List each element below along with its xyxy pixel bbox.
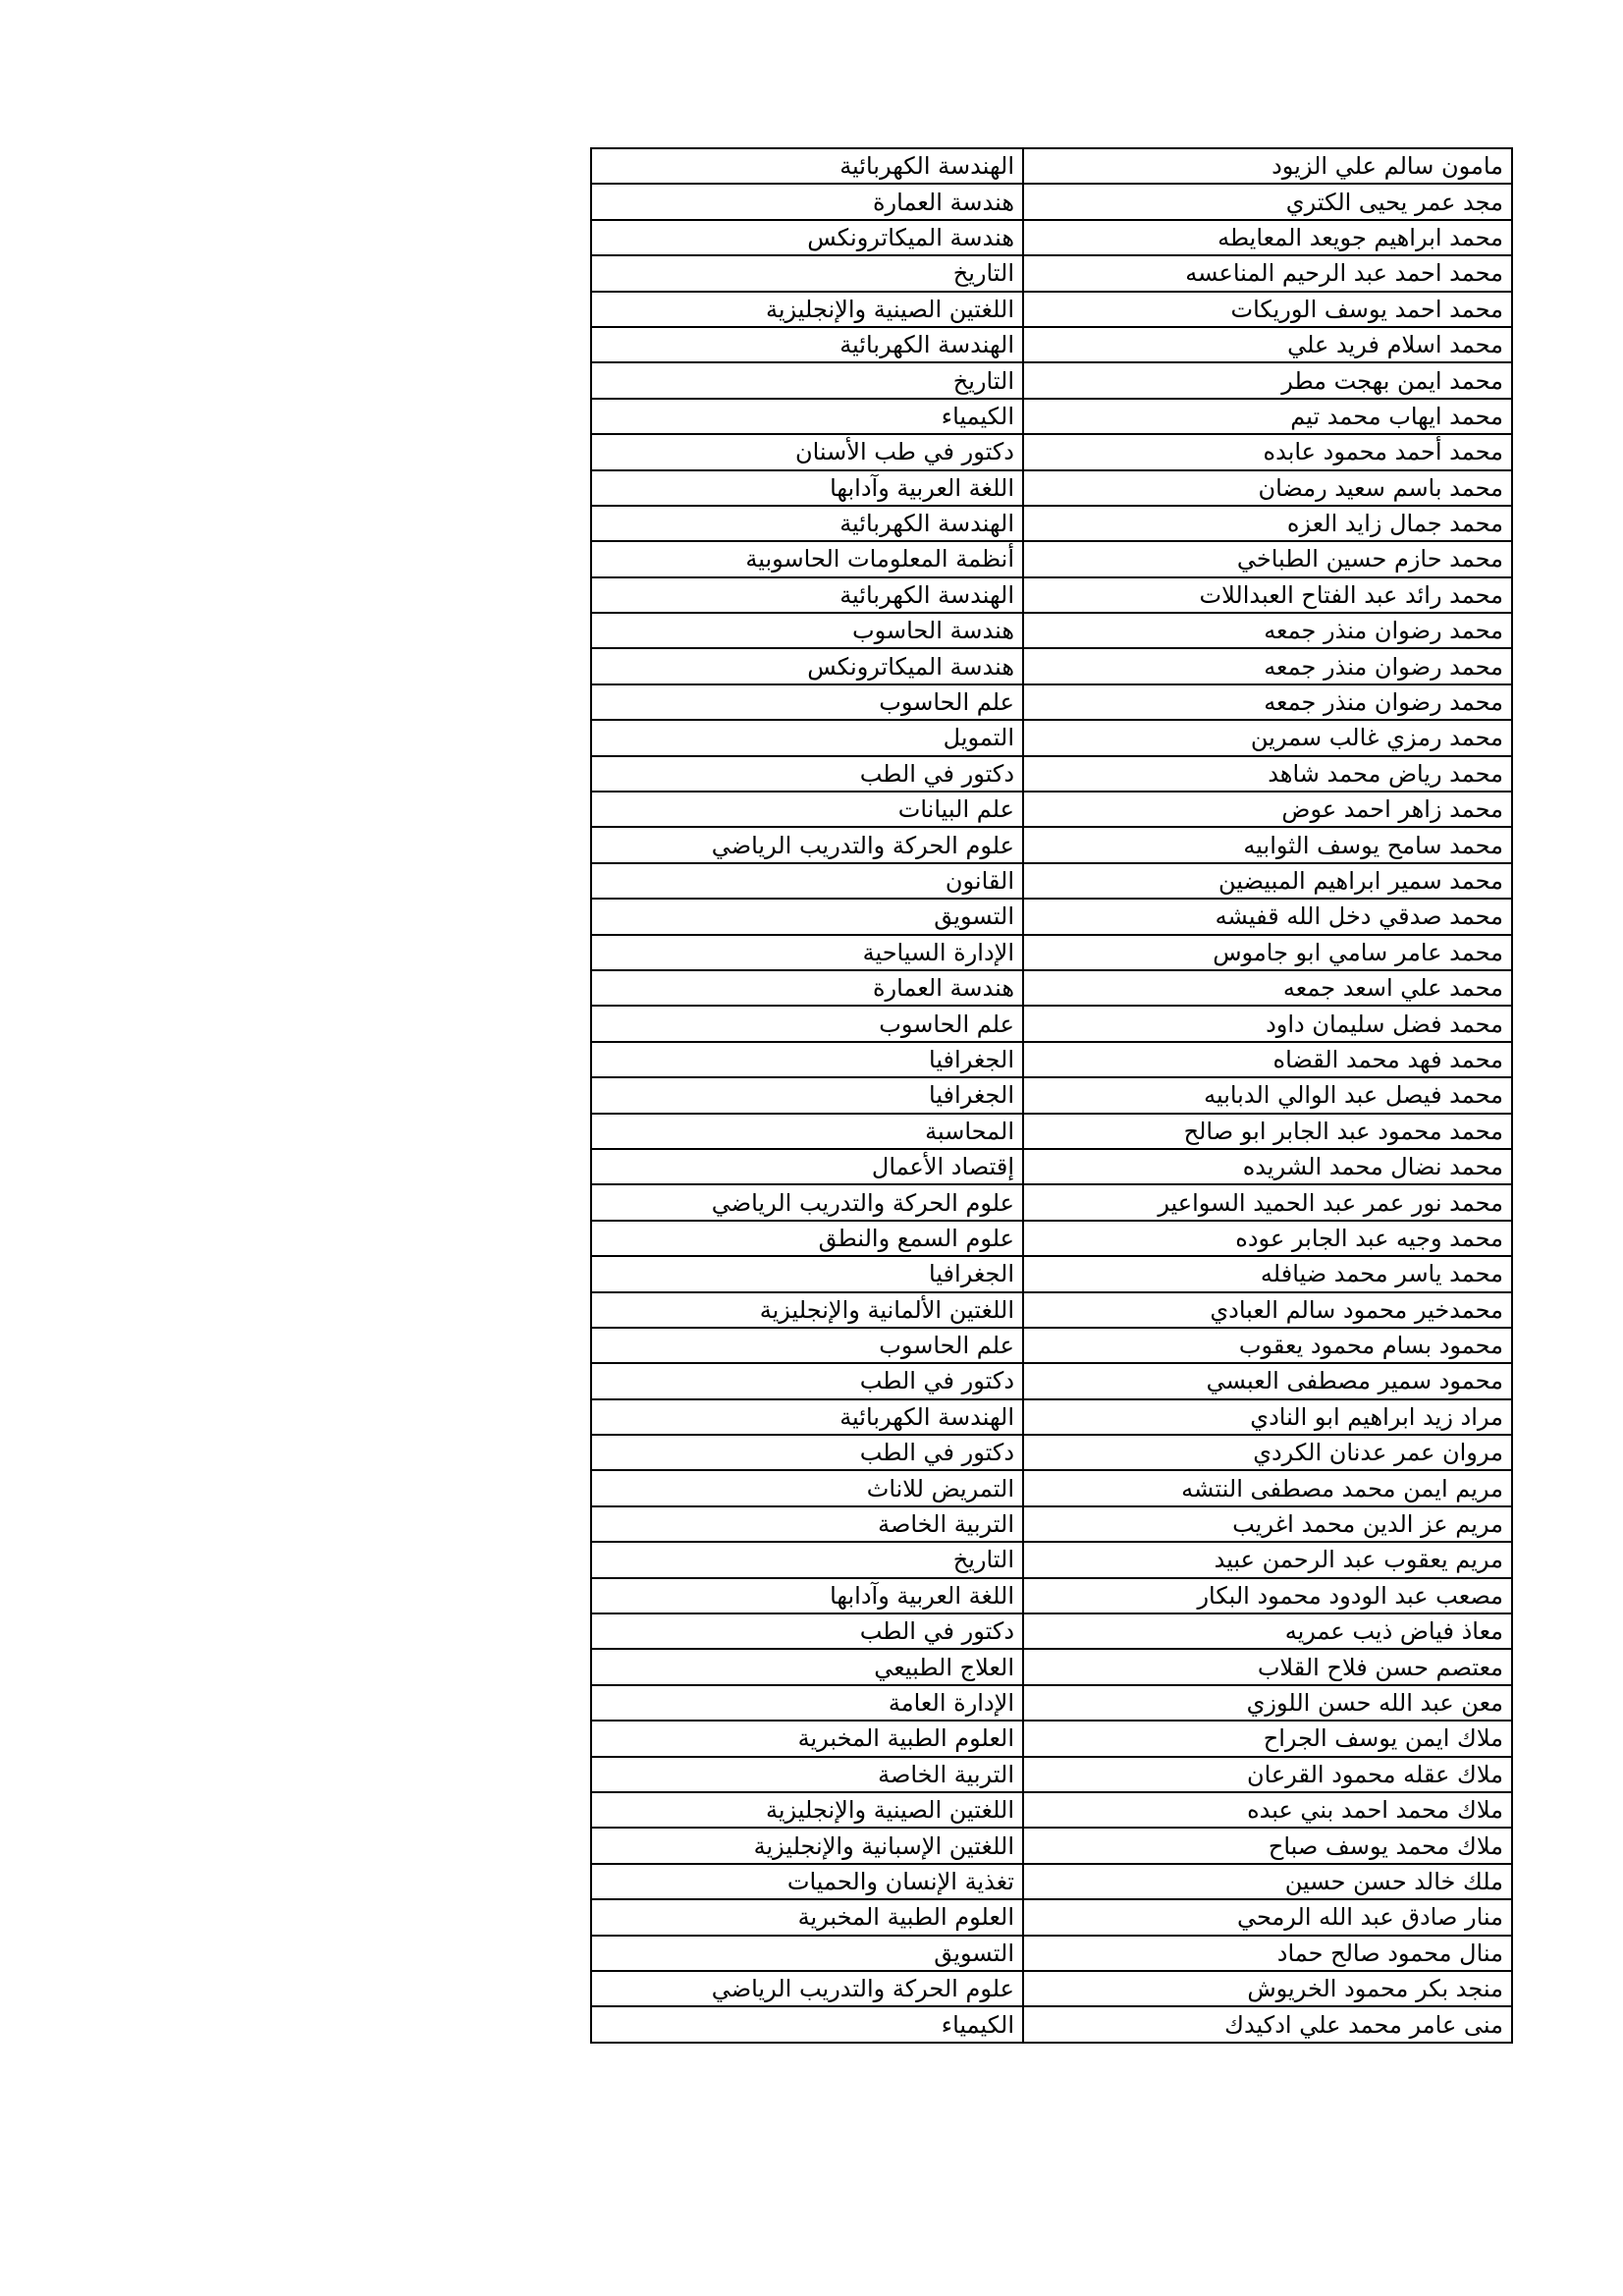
major-cell: التاريخ [591, 1542, 1023, 1577]
major-cell: الهندسة الكهربائية [591, 1399, 1023, 1435]
major-cell: اللغة العربية وآدابها [591, 1578, 1023, 1613]
major-cell: العلاج الطبيعي [591, 1649, 1023, 1684]
student-name-cell: محمد رضوان منذر جمعه [1023, 613, 1512, 648]
major-cell: اللغتين الألمانية والإنجليزية [591, 1292, 1023, 1328]
student-name-cell: محمد احمد يوسف الوريكات [1023, 292, 1512, 327]
student-name-cell: محمد سمير ابراهيم المبيضين [1023, 863, 1512, 899]
table-row [591, 1936, 1512, 1971]
major-cell: اللغة العربية وآدابها [591, 470, 1023, 506]
student-name-cell: معن عبد الله حسن اللوزي [1023, 1685, 1512, 1721]
table-row [591, 1971, 1512, 2006]
major-cell: الجغرافيا [591, 1256, 1023, 1291]
table-row [591, 899, 1512, 934]
major-cell: اللغتين الصينية والإنجليزية [591, 1792, 1023, 1828]
student-name-cell: محمد ايمن بهجت مطر [1023, 362, 1512, 398]
major-cell: اللغتين الصينية والإنجليزية [591, 292, 1023, 327]
major-cell: هندسة العمارة [591, 970, 1023, 1006]
student-name-cell: معتصم حسن فلاح القلاب [1023, 1649, 1512, 1684]
student-name-cell: معاذ فياض ذيب عمريه [1023, 1613, 1512, 1649]
table-row [591, 863, 1512, 899]
student-name-cell: محمد نور عمر عبد الحميد السواعير [1023, 1184, 1512, 1220]
major-cell: تغذية الإنسان والحميات [591, 1864, 1023, 1899]
table-row [591, 292, 1512, 327]
table-row [591, 1792, 1512, 1828]
major-cell: أنظمة المعلومات الحاسوبية [591, 541, 1023, 576]
student-name-cell: ملاك ايمن يوسف الجراح [1023, 1721, 1512, 1756]
table-row [591, 362, 1512, 398]
table-row [591, 2006, 1512, 2042]
table-row [591, 184, 1512, 219]
major-cell: علوم الحركة والتدريب الرياضي [591, 1184, 1023, 1220]
major-cell: الكيمياء [591, 399, 1023, 434]
student-name-cell: مجد عمر يحيى الكتري [1023, 184, 1512, 219]
major-cell: التمويل [591, 720, 1023, 755]
major-cell: الهندسة الكهربائية [591, 506, 1023, 541]
student-name-cell: محمد محمود عبد الجابر ابو صالح [1023, 1114, 1512, 1149]
student-name-cell: محمد جمال زايد العزه [1023, 506, 1512, 541]
student-name-cell: مريم ايمن محمد مصطفى النتشه [1023, 1470, 1512, 1505]
major-cell: التسويق [591, 1936, 1023, 1971]
student-name-cell: ملاك عقله محمود القرعان [1023, 1757, 1512, 1792]
student-name-cell: مصعب عبد الودود محمود البكار [1023, 1578, 1512, 1613]
table-row [591, 1328, 1512, 1363]
student-name-cell: مريم عز الدين محمد اغريب [1023, 1506, 1512, 1542]
major-cell: العلوم الطبية المخبرية [591, 1721, 1023, 1756]
major-cell: الهندسة الكهربائية [591, 577, 1023, 613]
student-name-cell: محمدخير محمود سالم العبادي [1023, 1292, 1512, 1328]
major-cell: الهندسة الكهربائية [591, 148, 1023, 184]
student-name-cell: منار صادق عبد الله الرمحي [1023, 1899, 1512, 1935]
students-table [590, 147, 1513, 2044]
major-cell: التسويق [591, 899, 1023, 934]
table-row [591, 1256, 1512, 1291]
student-name-cell: محمد أحمد محمود عابده [1023, 434, 1512, 469]
student-name-cell: محمد رياض محمد شاهد [1023, 756, 1512, 792]
major-cell: هندسة الميكاترونكس [591, 648, 1023, 683]
table-row [591, 970, 1512, 1006]
table-row [591, 1757, 1512, 1792]
major-cell: الإدارة العامة [591, 1685, 1023, 1721]
table-row [591, 827, 1512, 862]
major-cell: دكتور في الطب [591, 1363, 1023, 1398]
student-name-cell: محمد باسم سعيد رمضان [1023, 470, 1512, 506]
table-row [591, 577, 1512, 613]
major-cell: اللغتين الإسبانية والإنجليزية [591, 1828, 1023, 1863]
table-row [591, 220, 1512, 255]
major-cell: الجغرافيا [591, 1077, 1023, 1113]
table-row [591, 935, 1512, 970]
major-cell: علوم الحركة والتدريب الرياضي [591, 827, 1023, 862]
student-name-cell: منجد بكر محمود الخريوش [1023, 1971, 1512, 2006]
table-row [591, 1613, 1512, 1649]
table-row [591, 470, 1512, 506]
student-name-cell: محمد فهد محمد القضاه [1023, 1042, 1512, 1077]
major-cell: الهندسة الكهربائية [591, 327, 1023, 362]
student-name-cell: مامون سالم علي الزيود [1023, 148, 1512, 184]
major-cell: دكتور في الطب [591, 1435, 1023, 1470]
student-name-cell: محمد ايهاب محمد تيم [1023, 399, 1512, 434]
major-cell: هندسة الحاسوب [591, 613, 1023, 648]
student-name-cell: ملك خالد حسن حسين [1023, 1864, 1512, 1899]
major-cell: علم الحاسوب [591, 1328, 1023, 1363]
major-cell: الكيمياء [591, 2006, 1023, 2042]
major-cell: المحاسبة [591, 1114, 1023, 1149]
table-row [591, 399, 1512, 434]
student-name-cell: محمد رضوان منذر جمعه [1023, 684, 1512, 720]
student-name-cell: محمد احمد عبد الرحيم المناعسه [1023, 255, 1512, 291]
major-cell: الإدارة السياحية [591, 935, 1023, 970]
major-cell: علم الحاسوب [591, 684, 1023, 720]
major-cell: دكتور في الطب [591, 1613, 1023, 1649]
table-row [591, 756, 1512, 792]
major-cell: العلوم الطبية المخبرية [591, 1899, 1023, 1935]
table-row [591, 1828, 1512, 1863]
table-row [591, 434, 1512, 469]
students-table-body [591, 148, 1512, 2043]
major-cell: التاريخ [591, 255, 1023, 291]
student-name-cell: محمد اسلام فريد علي [1023, 327, 1512, 362]
table-row [591, 1114, 1512, 1149]
major-cell: هندسة الميكاترونكس [591, 220, 1023, 255]
major-cell: التربية الخاصة [591, 1757, 1023, 1792]
major-cell: علم البيانات [591, 792, 1023, 827]
table-row [591, 1470, 1512, 1505]
table-row [591, 1721, 1512, 1756]
major-cell: الجغرافيا [591, 1042, 1023, 1077]
table-row [591, 1077, 1512, 1113]
table-row [591, 1221, 1512, 1256]
table-row [591, 1578, 1512, 1613]
table-row [591, 1864, 1512, 1899]
major-cell: إقتصاد الأعمال [591, 1149, 1023, 1184]
table-row [591, 1506, 1512, 1542]
student-name-cell: محمد رائد عبد الفتاح العبداللات [1023, 577, 1512, 613]
student-name-cell: محمد زاهر احمد عوض [1023, 792, 1512, 827]
table-row [591, 506, 1512, 541]
table-row [591, 1542, 1512, 1577]
major-cell: علوم الحركة والتدريب الرياضي [591, 1971, 1023, 2006]
major-cell: التمريض للاناث [591, 1470, 1023, 1505]
student-name-cell: محمود سمير مصطفى العبسي [1023, 1363, 1512, 1398]
table-row [591, 1363, 1512, 1398]
table-row [591, 1685, 1512, 1721]
table-row [591, 148, 1512, 184]
student-name-cell: محمد صدقي دخل الله قفيشه [1023, 899, 1512, 934]
student-name-cell: محمد حازم حسين الطباخي [1023, 541, 1512, 576]
student-name-cell: محمد ياسر محمد ضيافله [1023, 1256, 1512, 1291]
major-cell: دكتور في طب الأسنان [591, 434, 1023, 469]
major-cell: القانون [591, 863, 1023, 899]
student-name-cell: محمد علي اسعد جمعه [1023, 970, 1512, 1006]
student-name-cell: محمد فيصل عبد الوالي الدبابيه [1023, 1077, 1512, 1113]
table-row [591, 648, 1512, 683]
student-name-cell: مروان عمر عدنان الكردي [1023, 1435, 1512, 1470]
major-cell: دكتور في الطب [591, 756, 1023, 792]
student-name-cell: محمد فضل سليمان داود [1023, 1006, 1512, 1041]
major-cell: علوم السمع والنطق [591, 1221, 1023, 1256]
table-row [591, 327, 1512, 362]
major-cell: التاريخ [591, 362, 1023, 398]
student-name-cell: محمود بسام محمود يعقوب [1023, 1328, 1512, 1363]
student-name-cell: محمد رمزي غالب سمرين [1023, 720, 1512, 755]
table-row [591, 255, 1512, 291]
table-row [591, 792, 1512, 827]
student-name-cell: ملاك محمد يوسف صباح [1023, 1828, 1512, 1863]
student-name-cell: مراد زيد ابراهيم ابو النادي [1023, 1399, 1512, 1435]
table-row [591, 1649, 1512, 1684]
student-name-cell: محمد نضال محمد الشريده [1023, 1149, 1512, 1184]
table-row [591, 1149, 1512, 1184]
student-name-cell: ملاك محمد احمد بني عبده [1023, 1792, 1512, 1828]
student-name-cell: منال محمود صالح حماد [1023, 1936, 1512, 1971]
table-row [591, 1184, 1512, 1220]
table-row [591, 541, 1512, 576]
student-name-cell: مريم يعقوب عبد الرحمن عبيد [1023, 1542, 1512, 1577]
table-row [591, 684, 1512, 720]
student-name-cell: محمد رضوان منذر جمعه [1023, 648, 1512, 683]
student-name-cell: منى عامر محمد علي ادكيدك [1023, 2006, 1512, 2042]
student-name-cell: محمد سامح يوسف الثوابيه [1023, 827, 1512, 862]
table-row [591, 1006, 1512, 1041]
student-name-cell: محمد عامر سامي ابو جاموس [1023, 935, 1512, 970]
student-name-cell: محمد وجيه عبد الجابر عوده [1023, 1221, 1512, 1256]
table-row [591, 1292, 1512, 1328]
student-name-cell: محمد ابراهيم جويعد المعايطه [1023, 220, 1512, 255]
table-row [591, 1435, 1512, 1470]
major-cell: التربية الخاصة [591, 1506, 1023, 1542]
table-row [591, 1899, 1512, 1935]
table-row [591, 1399, 1512, 1435]
major-cell: هندسة العمارة [591, 184, 1023, 219]
table-row [591, 613, 1512, 648]
table-row [591, 720, 1512, 755]
major-cell: علم الحاسوب [591, 1006, 1023, 1041]
table-row [591, 1042, 1512, 1077]
